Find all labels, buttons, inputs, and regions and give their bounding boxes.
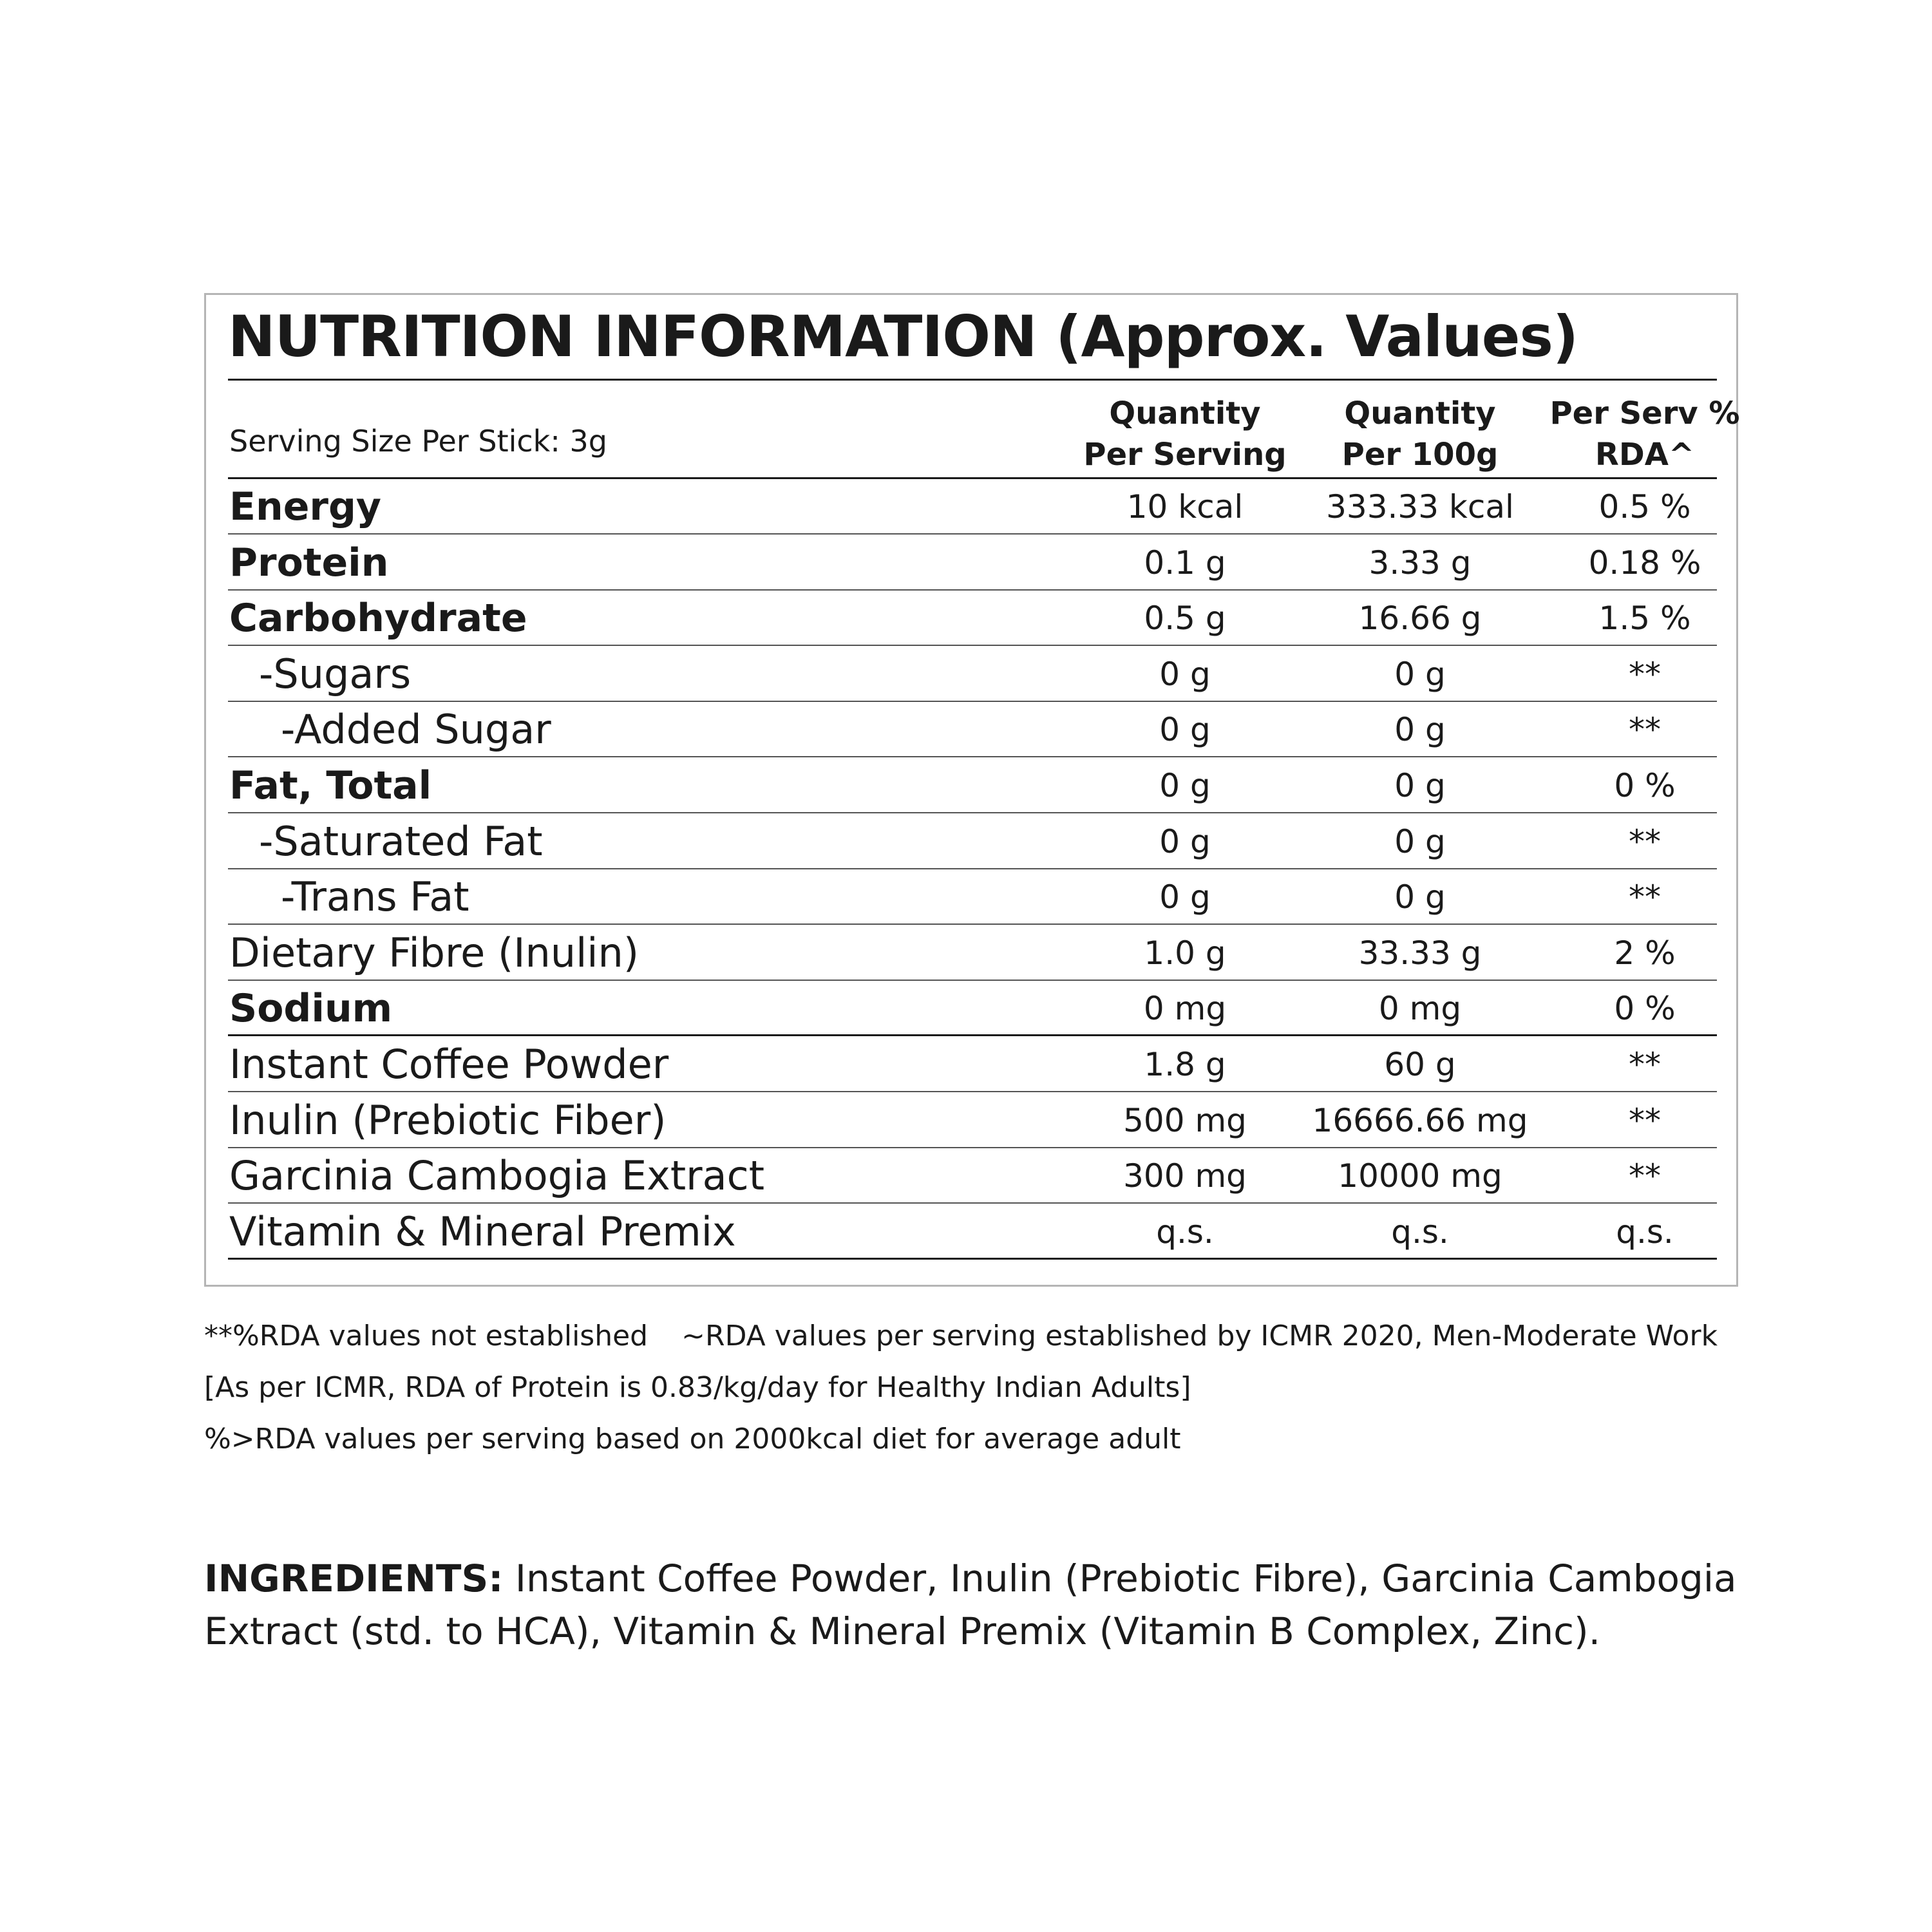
qty-per-serving: q.s. — [1156, 1213, 1214, 1251]
nutrient-name: -Trans Fat — [281, 873, 469, 921]
ingredients — [204, 1552, 1750, 1658]
qty-per-100g: 0 g — [1394, 767, 1446, 804]
qty-per-serving: 300 mg — [1123, 1157, 1247, 1195]
table-row — [228, 814, 1717, 869]
table-row — [228, 981, 1717, 1036]
col-header-per-100g-line1: Quantity — [1344, 395, 1496, 431]
qty-per-100g: 16.66 g — [1358, 600, 1482, 638]
footnote-icmr-rda: ~RDA values per serving established by ICMR 2020, Men-Moderate Work — [681, 1320, 1718, 1352]
nutrient-name: Fat, Total — [229, 763, 432, 808]
table-row — [228, 479, 1717, 535]
qty-per-serving: 0.5 g — [1144, 600, 1226, 638]
rda-percent: ** — [1629, 1046, 1661, 1083]
col-header-per-serving — [1069, 393, 1301, 475]
rda-percent: 0 % — [1614, 990, 1676, 1028]
qty-per-serving: 0 g — [1159, 822, 1211, 860]
nutrient-name: Vitamin & Mineral Premix — [229, 1208, 736, 1255]
col-header-per-serving-line2: Per Serving — [1083, 437, 1287, 473]
qty-per-serving: 0.1 g — [1144, 544, 1226, 582]
qty-per-100g: 10000 mg — [1338, 1157, 1502, 1195]
nutrient-name: -Added Sugar — [281, 706, 551, 753]
qty-per-serving: 0 g — [1159, 655, 1211, 693]
col-header-per-100g — [1304, 393, 1536, 475]
footnotes — [204, 1311, 1718, 1465]
col-header-rda-line2: RDA^ — [1595, 437, 1695, 473]
table-row — [228, 702, 1717, 757]
qty-per-100g: 0 mg — [1378, 990, 1462, 1028]
qty-per-100g: 16666.66 mg — [1312, 1101, 1528, 1139]
nutrient-name: -Sugars — [259, 650, 412, 697]
rda-percent: 0.5 % — [1598, 488, 1691, 526]
table-row — [228, 591, 1717, 646]
nutrient-name: Dietary Fibre (Inulin) — [229, 929, 639, 976]
rda-percent: ** — [1629, 711, 1661, 749]
table-row — [228, 1204, 1717, 1260]
row-divider — [228, 1034, 1717, 1036]
nutrient-name: Protein — [229, 540, 389, 585]
col-header-per-serving-line1: Quantity — [1109, 395, 1261, 431]
qty-per-100g: 33.33 g — [1358, 934, 1482, 972]
qty-per-serving: 0 mg — [1143, 990, 1227, 1028]
rda-percent: 0 % — [1614, 767, 1676, 804]
qty-per-100g: 0 g — [1394, 711, 1446, 749]
table-row — [228, 758, 1717, 813]
rda-percent: 2 % — [1614, 934, 1676, 972]
table-row — [228, 925, 1717, 981]
serving-size: Serving Size Per Stick: 3g — [229, 424, 607, 459]
nutrition-panel — [204, 293, 1738, 1287]
ingredients-label: INGREDIENTS: — [204, 1557, 504, 1600]
row-divider — [228, 1258, 1717, 1260]
qty-per-100g: q.s. — [1391, 1213, 1449, 1251]
panel-title: NUTRITION INFORMATION (Approx. Values) — [228, 303, 1578, 370]
rda-percent: ** — [1629, 878, 1661, 916]
qty-per-serving: 0 g — [1159, 878, 1211, 916]
qty-per-serving: 10 kcal — [1126, 488, 1244, 526]
nutrient-name: Garcinia Cambogia Extract — [229, 1152, 765, 1200]
footnote-line-1 — [204, 1311, 1718, 1362]
col-header-rda-line1: Per Serv % — [1549, 395, 1740, 431]
nutrient-name: Instant Coffee Powder — [229, 1041, 669, 1088]
qty-per-100g: 0 g — [1394, 878, 1446, 916]
ingredients-text: Instant Coffee Powder, Inulin (Prebiotic Fibre), Garcinia Cambogia Extract (std. to HCA), Vitamin & Mineral Premix (Vitamin B Complex, Zinc). — [204, 1557, 1737, 1653]
qty-per-serving: 0 g — [1159, 711, 1211, 749]
qty-per-serving: 500 mg — [1123, 1101, 1247, 1139]
rda-percent: 0.18 % — [1588, 544, 1701, 582]
rda-percent: ** — [1629, 655, 1661, 693]
nutrient-name: Sodium — [229, 986, 393, 1032]
qty-per-serving: 0 g — [1159, 767, 1211, 804]
qty-per-serving: 1.0 g — [1144, 934, 1226, 972]
nutrient-name: Inulin (Prebiotic Fiber) — [229, 1096, 667, 1144]
rda-percent: 1.5 % — [1598, 600, 1691, 638]
nutrient-name: -Saturated Fat — [259, 817, 543, 865]
rda-percent: ** — [1629, 1101, 1661, 1139]
col-header-per-100g-line2: Per 100g — [1341, 437, 1499, 473]
qty-per-100g: 333.33 kcal — [1326, 488, 1514, 526]
table-row — [228, 647, 1717, 702]
rda-percent: ** — [1629, 1157, 1661, 1195]
table-row — [228, 1148, 1717, 1204]
title-rule — [228, 379, 1717, 381]
qty-per-100g: 0 g — [1394, 822, 1446, 860]
rda-percent: q.s. — [1616, 1213, 1674, 1251]
footnote-2000kcal: %>RDA values per serving based on 2000kcal diet for average adult — [204, 1423, 1181, 1455]
qty-per-100g: 0 g — [1394, 655, 1446, 693]
table-row — [228, 535, 1717, 591]
qty-per-100g: 3.33 g — [1368, 544, 1472, 582]
table-row — [228, 1037, 1717, 1092]
nutrient-name: Carbohydrate — [229, 596, 527, 641]
footnote-rda-not-established: **%RDA values not established — [204, 1320, 649, 1352]
footnote-protein-rda: [As per ICMR, RDA of Protein is 0.83/kg/day for Healthy Indian Adults] — [204, 1371, 1191, 1404]
table-row — [228, 1093, 1717, 1148]
rda-percent: ** — [1629, 822, 1661, 860]
qty-per-serving: 1.8 g — [1144, 1046, 1226, 1083]
qty-per-100g: 60 g — [1384, 1046, 1456, 1083]
table-row — [228, 869, 1717, 925]
nutrient-name: Energy — [229, 484, 382, 529]
col-header-rda — [1529, 393, 1761, 475]
